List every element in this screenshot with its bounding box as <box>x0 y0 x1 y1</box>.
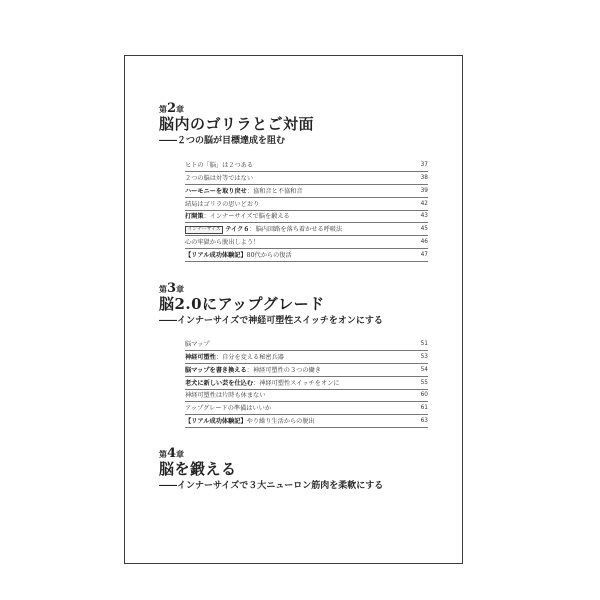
toc-entry <box>185 223 428 236</box>
entry-text: ：脳内回路を落ち着かせる呼吸法 <box>249 226 343 234</box>
chapter-subtitle: ――インナーサイズで神経可塑性スイッチをオンにする <box>159 316 383 326</box>
entry-text: 神経可塑性は片時も休まない <box>185 392 266 400</box>
page-number: 51 <box>419 339 428 350</box>
entry-bold-label: ハーモニーを取り戻せ <box>185 187 247 195</box>
chapter-title: 脳を鍛える <box>159 460 237 478</box>
toc-entry <box>185 249 428 262</box>
entry-bold-label: 【リアル成功体験記】 <box>185 418 247 426</box>
entry-bold-label: 打開策 <box>185 213 204 221</box>
entry-text: ：神経可塑性スイッチをオンに <box>253 379 340 387</box>
page-number: 55 <box>419 378 428 389</box>
toc-entry <box>185 402 428 415</box>
toc-entry-title <box>185 211 292 222</box>
page-number: 37 <box>419 160 428 171</box>
entry-bold-label: 神経可塑性 <box>185 353 216 361</box>
entry-text: ：協和音と不協和音 <box>246 187 303 195</box>
toc-list-chapter-2 <box>185 159 428 262</box>
toc-entry-title <box>185 403 273 414</box>
entry-bold-label: 【リアル成功体験記】 <box>185 252 247 260</box>
toc-entry-title <box>185 160 255 171</box>
toc-entry <box>185 351 428 364</box>
toc-entry-title <box>185 339 212 350</box>
entry-bold-label: 脳マップを書き換える <box>185 366 247 374</box>
entry-text: ：インナーサイズで脳を鍛える <box>203 213 290 221</box>
entry-text: ：自分を変える秘密兵器 <box>215 353 284 361</box>
toc-entry-title <box>185 224 344 235</box>
entry-text: ：神経可塑性の３つの働き <box>246 366 321 374</box>
page-number: 38 <box>419 173 428 184</box>
page-number: 39 <box>419 186 428 197</box>
toc-entry <box>185 236 428 249</box>
toc-entry <box>185 159 428 172</box>
toc-entry-title <box>185 378 341 389</box>
page-number: 53 <box>419 352 428 363</box>
entry-bold-label: 老犬に新しい芸を仕込む <box>185 379 254 387</box>
entry-text: 結局はゴリラの思いどおり <box>185 200 260 208</box>
chapter-title: 脳2.0にアップグレード <box>159 295 325 313</box>
toc-entry <box>185 415 428 428</box>
chapter-number: 第3章 <box>159 281 185 296</box>
toc-entry <box>185 211 428 224</box>
page-number: 43 <box>419 211 428 222</box>
chapter-3-heading <box>159 281 448 327</box>
toc-entry-title <box>185 199 261 210</box>
entry-text: 80代からの復活 <box>246 252 292 260</box>
entry-text: ２つの脳は対等ではない <box>185 174 254 182</box>
page-number: 46 <box>419 237 428 248</box>
entry-text: 心の牢獄から脱出しよう！ <box>185 239 260 247</box>
chapter-number: 第4章 <box>159 446 185 461</box>
chapter-subtitle: ――２つの脳が目標達成を阻む <box>159 136 286 146</box>
toc-entry-title <box>185 365 323 376</box>
toc-entry-title <box>185 390 267 401</box>
toc-list-chapter-3 <box>185 338 428 428</box>
toc-entry-title <box>185 250 294 261</box>
chapter-2-heading <box>159 101 448 147</box>
toc-entry-title <box>185 173 255 184</box>
toc-entry-title <box>185 186 305 197</box>
entry-text: アップグレードの準備はいいか <box>185 405 272 413</box>
chapter-title: 脳内のゴリラとご対面 <box>159 115 315 133</box>
toc-entry-title <box>185 237 261 248</box>
page-number: 45 <box>419 224 428 235</box>
page-number: 42 <box>419 199 428 210</box>
entry-text: やり繰り生活からの脱出 <box>246 418 315 426</box>
chapter-number: 第2章 <box>159 101 185 116</box>
entry-text: 脳マップ <box>185 340 210 348</box>
chapter-subtitle: ――インナーサイズで３大ニューロン筋肉を柔軟にする <box>159 481 384 491</box>
toc-entry <box>185 185 428 198</box>
chapter-4-heading <box>159 446 448 492</box>
entry-tag: インナーサイズ <box>185 226 223 234</box>
toc-entry <box>185 172 428 185</box>
toc-entry-title <box>185 416 317 427</box>
toc-entry <box>185 198 428 211</box>
page-number: 54 <box>419 365 428 376</box>
toc-entry <box>185 364 428 377</box>
book-page <box>124 55 463 564</box>
page-number: 60 <box>419 390 428 401</box>
toc-entry <box>185 338 428 351</box>
toc-entry <box>185 390 428 403</box>
page-number: 63 <box>419 416 428 427</box>
toc-entry-title <box>185 352 286 363</box>
entry-text: ヒトの「脳」は２つある <box>185 161 254 169</box>
entry-bold-label: テイク６ <box>225 226 250 234</box>
page-number: 61 <box>419 403 428 414</box>
toc-entry <box>185 377 428 390</box>
page-number: 47 <box>419 250 428 261</box>
